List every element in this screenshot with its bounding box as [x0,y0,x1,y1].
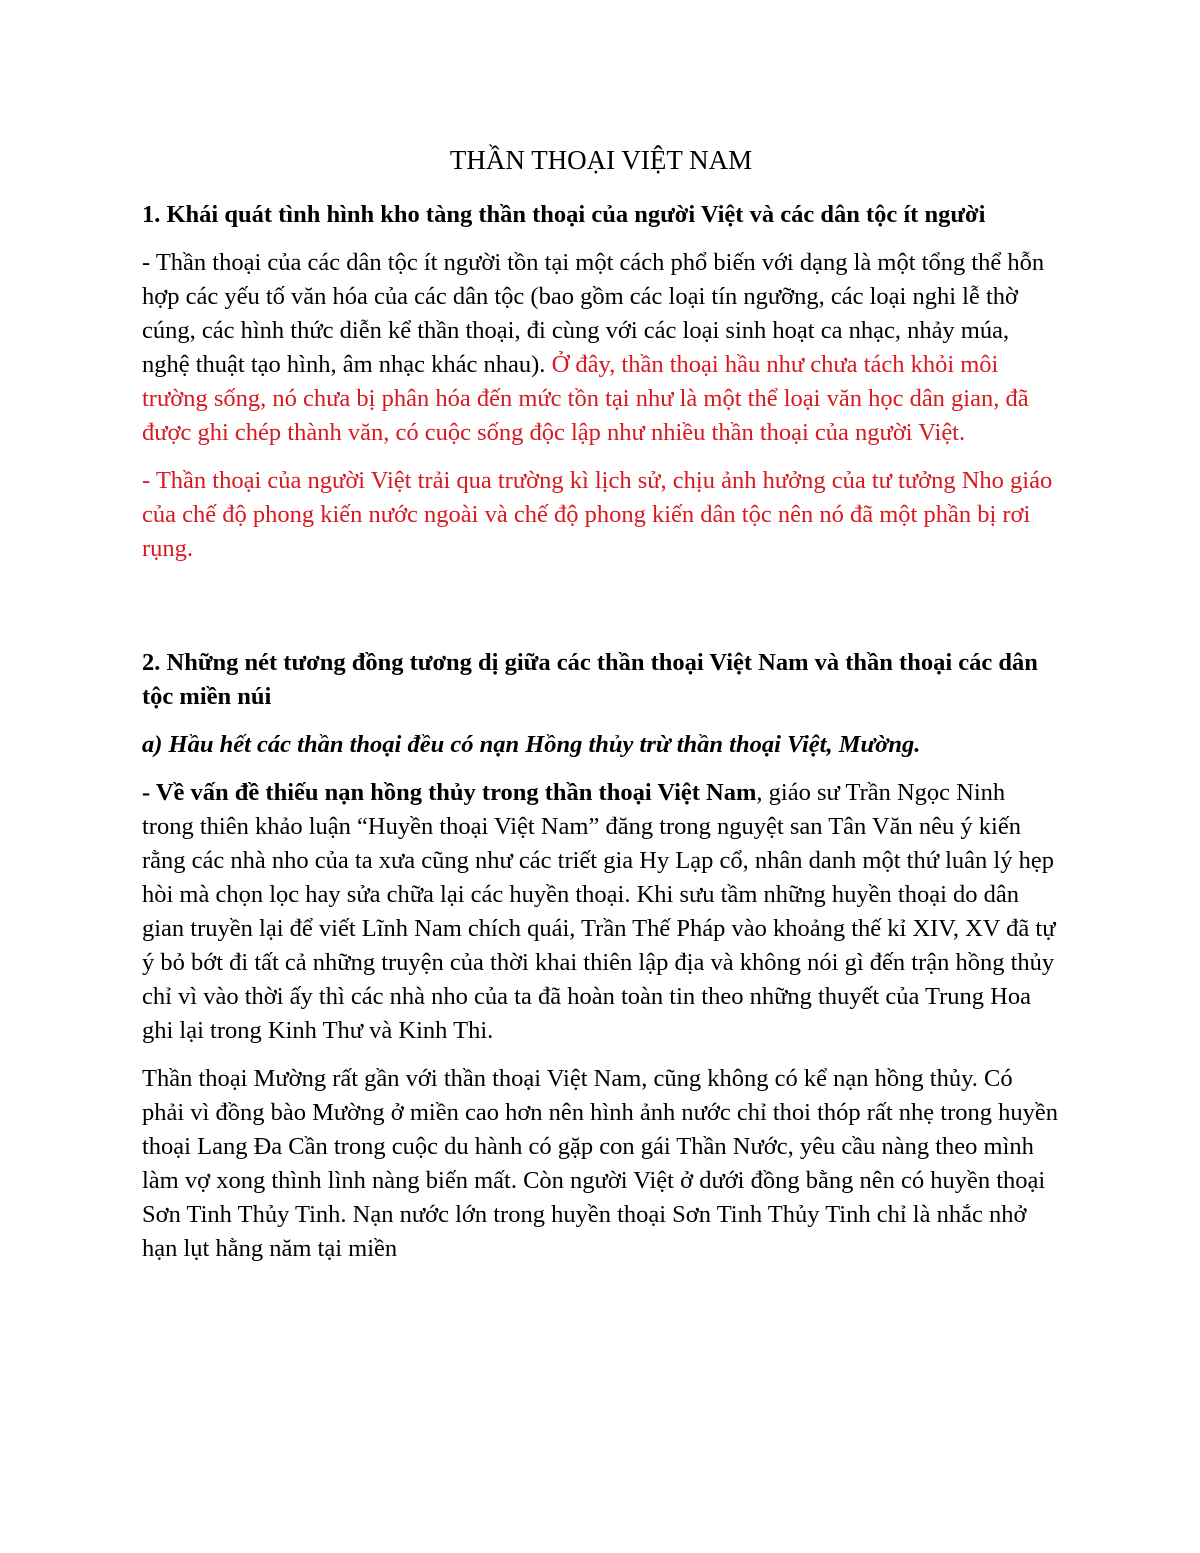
section-1-heading: 1. Khái quát tình hình kho tàng thần thoại của người Việt và các dân tộc ít người [142,201,986,228]
section-2a-subheading: a) Hầu hết các thần thoại đều có nạn Hồng thủy trừ thần thoại Việt, Mường. [142,731,921,758]
section-2-heading: 2. Những nét tương đồng tương dị giữa các thần thoại Việt Nam và thần thoại các dân tộc miền núi [142,649,1038,710]
section-2-paragraph-2: Thần thoại Mường rất gần với thần thoại Việt Nam, cũng không có kể nạn hồng thủy. Có phải vì đồng bào Mường ở miền cao hơn nên hình ảnh nước chỉ thoi thóp rất nhẹ trong huyền thoại Lang Đa Cần trong cuộc du hành có gặp con gái Thần Nước, yêu cầu nàng theo mình làm vợ xong thình lình nàng biến mất. Còn người Việt ở dưới đồng bằng nên có huyền thoại Sơn Tinh Thủy Tinh. Nạn nước lớn trong huyền thoại Sơn Tinh Thủy Tinh chỉ là nhắc nhở hạn lụt hằng năm tại miền [142,1065,1058,1262]
spacer [142,580,1060,646]
section-1-paragraph-2: - Thần thoại của người Việt trải qua trường kì lịch sử, chịu ảnh hưởng của tư tưởng Nho giáo của chế độ phong kiến nước ngoài và chế độ phong kiến dân tộc nên nó đã một phần bị rơi rụng. [142,467,1053,562]
document-title: THẦN THOẠI VIỆT NAM [449,145,753,175]
section-2-paragraph-1 [142,776,1060,1048]
paragraph-1-black-text: - Thần thoại của các dân tộc ít người tồn tại một cách phổ biến với dạng là một tổng thể hỗn hợp các yếu tố văn hóa của các dân tộc (bao gồm các loại tín ngưỡng, các loại nghi lễ thờ cúng, các hình thức diễn kể thần thoại, đi cùng với các loại sinh hoạt ca nhạc, nhảy múa, nghệ thuật tạo hình, âm nhạc khác nhau). [142,249,1045,378]
paragraph-bold-lead: - Về vấn đề thiếu nạn hồng thủy trong thần thoại Việt Nam [142,779,757,806]
paragraph-body-text: , giáo sư Trần Ngọc Ninh trong thiên khảo luận “Huyền thoại Việt Nam” đăng trong nguyệt san Tân Văn nêu ý kiến rằng các nhà nho của ta xưa cũng như các triết gia Hy Lạp cổ, nhân danh một thứ luân lý hẹp hòi mà chọn lọc hay sửa chữa lại các huyền thoại. Khi sưu tầm những huyền thoại do dân gian truyền lại để viết Lĩnh Nam chích quái, Trần Thế Pháp vào khoảng thế kỉ XIV, XV đã tự ý bỏ bớt đi tất cả những truyện của thời khai thiên lập địa và không nói gì đến trận hồng thủy chỉ vì vào thời ấy thì các nhà nho của ta đã hoàn toàn tin theo những thuyết của Trung Hoa ghi lại trong Kinh Thư và Kinh Thi. [142,779,1056,1044]
document-page [142,140,1060,1280]
paragraph-1-red-text: Ở đây, thần thoại hầu như chưa tách khỏi môi trường sống, nó chưa bị phân hóa đến mức tồn tại như là một thể loại văn học dân gian, đã được ghi chép thành văn, có cuộc sống độc lập như nhiều thần thoại của người Việt. [142,351,1029,446]
section-1-paragraph-1 [142,246,1060,450]
